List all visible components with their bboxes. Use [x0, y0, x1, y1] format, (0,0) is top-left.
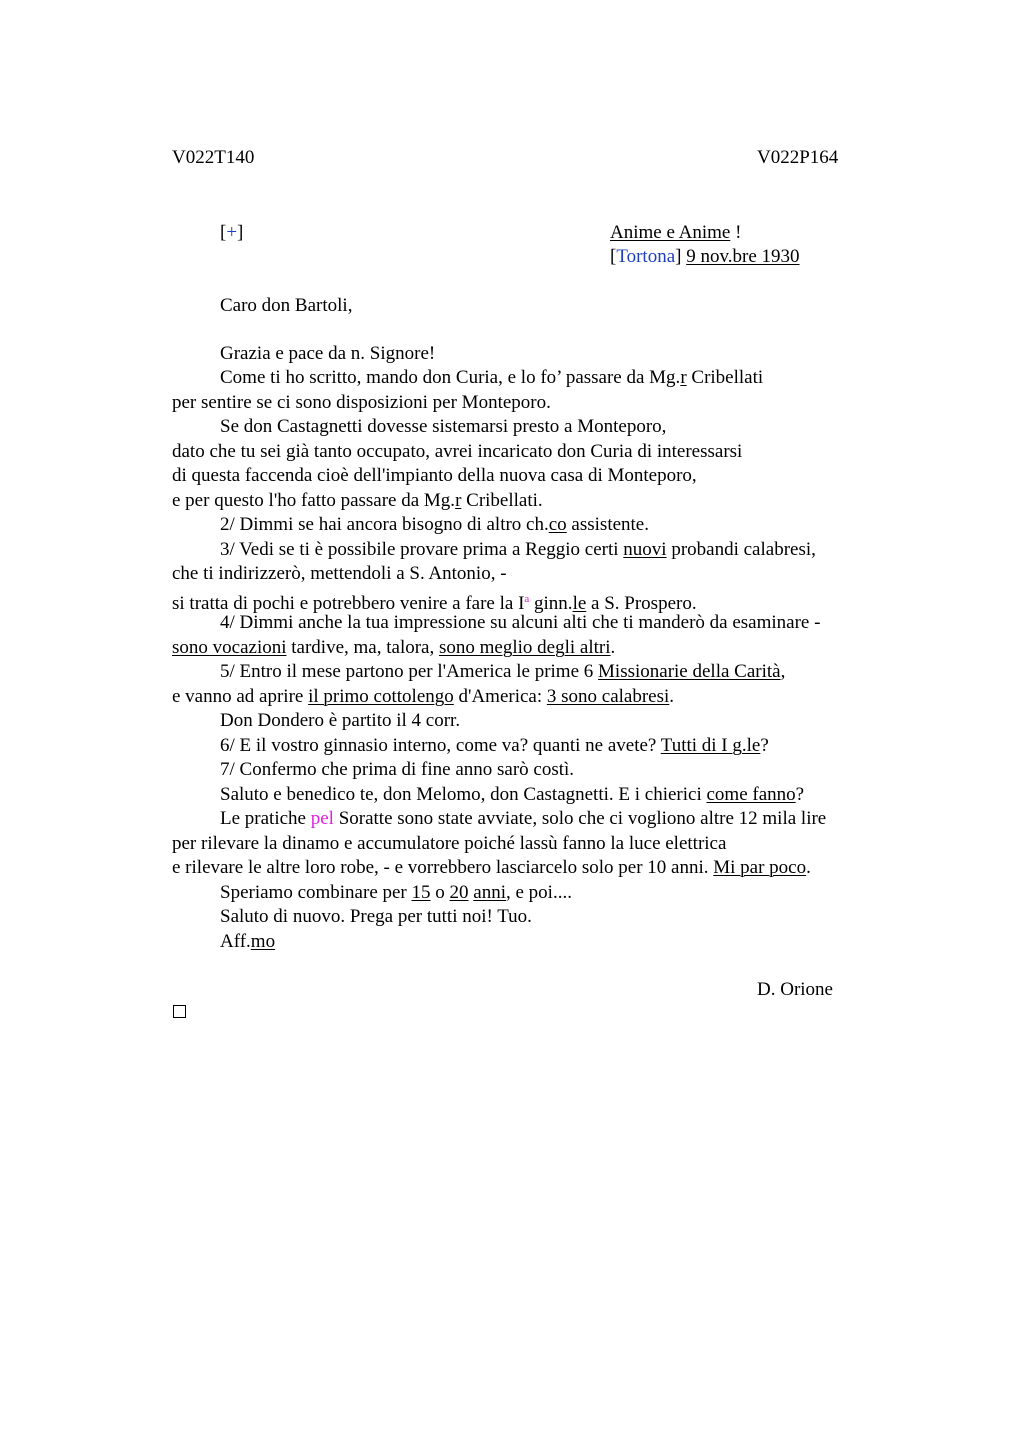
- letter-title: [610, 221, 741, 245]
- text-run: Saluto e benedico te, don Melomo, don Castagnetti. E i chierici: [220, 784, 707, 805]
- text-run: 3 sono calabresi: [546, 686, 670, 707]
- place-date: [610, 245, 800, 269]
- text-run: le: [572, 593, 587, 614]
- cross-mark: [220, 221, 243, 245]
- text-run: si tratta di pochi e potrebbero venire a fare la I: [172, 593, 525, 614]
- text-run: .: [669, 686, 675, 707]
- text-run: e vanno ad aprire: [172, 686, 309, 707]
- text-run: e rilevare le altre loro robe, - e vorrebbero lasciarcelo solo per 10 anni.: [172, 857, 714, 878]
- place-close: ]: [675, 246, 687, 267]
- text-run: Mi par poco: [713, 857, 807, 878]
- body-line: Grazia e pace da n. Signore!: [220, 343, 436, 364]
- header-right-code: V022P164: [757, 147, 839, 168]
- body-line: 7/ Confermo che prima di fine anno sarò costì.: [220, 759, 575, 780]
- text-run: 3/ Vedi se ti è possibile provare prima a Reggio certi: [220, 539, 624, 560]
- cross-symbol: +: [226, 222, 238, 243]
- body-line: [220, 881, 572, 905]
- title-text: Anime e Anime: [610, 222, 731, 243]
- text-run: tardive, ma, talora,: [286, 637, 439, 658]
- text-run: 20: [449, 882, 469, 903]
- text-run: ?: [795, 784, 805, 805]
- text-run: probandi calabresi,: [666, 539, 816, 560]
- end-mark-square-icon: [173, 1005, 186, 1018]
- text-run: o: [430, 882, 450, 903]
- place-name: Tortona: [616, 246, 676, 267]
- body-line: Don Dondero è partito il 4 corr.: [220, 710, 461, 731]
- text-run: 15: [411, 882, 431, 903]
- text-run: 6/ E il vostro ginnasio interno, come va? quanti ne avete?: [220, 735, 661, 756]
- body-line: Saluto di nuovo. Prega per tutti noi! Tuo.: [220, 906, 532, 927]
- text-run: sono vocazioni: [172, 637, 287, 658]
- text-run: Speriamo combinare per: [220, 882, 412, 903]
- text-run: Le pratiche: [220, 808, 311, 829]
- cross-close: ]: [237, 222, 244, 243]
- text-run: Tutti di I g.le: [660, 735, 761, 756]
- text-run: Aff.: [220, 931, 251, 952]
- text-run: Cribellati.: [461, 490, 543, 511]
- body-line: per rilevare la dinamo e accumulatore poiché lassù fanno la luce elettrica: [172, 833, 727, 854]
- text-run: 2/ Dimmi se hai ancora bisogno di altro ch.: [220, 514, 549, 535]
- body-line: [172, 636, 615, 660]
- text-run: ginn.: [529, 593, 573, 614]
- body-line: [220, 734, 769, 758]
- text-run: assistente.: [566, 514, 649, 535]
- letter-date: 9 nov.bre 1930: [686, 246, 800, 267]
- text-run: co: [548, 514, 567, 535]
- text-run: mo: [250, 931, 276, 952]
- text-run: r: [680, 367, 687, 388]
- text-run: nuovi: [623, 539, 667, 560]
- text-run: a S. Prospero.: [586, 593, 697, 614]
- body-line: 4/ Dimmi anche la tua impressione su alcuni alti che ti manderò da esaminare -: [220, 612, 821, 633]
- body-line: [220, 538, 816, 562]
- text-run: .: [610, 637, 616, 658]
- body-line: [172, 489, 543, 513]
- body-line: dato che tu sei già tanto occupato, avrei incaricato don Curia di interessarsi: [172, 441, 743, 462]
- cross-open: [: [220, 222, 227, 243]
- text-run: ,: [780, 661, 786, 682]
- text-run: come fanno: [706, 784, 796, 805]
- body-line: che ti indirizzerò, mettendoli a S. Antonio, -: [172, 563, 507, 584]
- text-run: Cribellati: [686, 367, 764, 388]
- text-run: Come ti ho scritto, mando don Curia, e lo fo’ passare da Mg.: [220, 367, 681, 388]
- text-run: e per questo l'ho fatto passare da Mg.: [172, 490, 456, 511]
- text-run: anni: [473, 882, 506, 903]
- body-line: [220, 930, 275, 954]
- body-line: di questa faccenda cioè dell'impianto della nuova casa di Monteporo,: [172, 465, 697, 486]
- place-open: [: [610, 246, 617, 267]
- superscript-a: a: [524, 593, 530, 605]
- text-run: 5/ Entro il mese partono per l'America le prime 6: [220, 661, 599, 682]
- text-run: r: [455, 490, 462, 511]
- body-line: [220, 660, 785, 684]
- text-run: Missionarie della Carità: [598, 661, 781, 682]
- body-line: [220, 807, 826, 831]
- text-run: d'America:: [453, 686, 547, 707]
- body-line: [220, 783, 804, 807]
- title-excl: !: [730, 222, 742, 243]
- text-run: pel: [310, 808, 334, 829]
- signature: D. Orione: [757, 979, 833, 1000]
- body-line: [172, 856, 811, 880]
- text-run: sono meglio degli altri: [438, 637, 611, 658]
- text-run: Soratte sono state avviate, solo che ci vogliono altre 12 mila lire: [333, 808, 827, 829]
- header-left-code: V022T140: [172, 147, 255, 168]
- body-line: [220, 513, 649, 537]
- text-run: , e poi....: [505, 882, 572, 903]
- body-line: [220, 366, 763, 390]
- body-line: [172, 685, 674, 709]
- text-run: il primo cottolengo: [308, 686, 454, 707]
- body-line: per sentire se ci sono disposizioni per Monteporo.: [172, 392, 551, 413]
- body-line: Se don Castagnetti dovesse sistemarsi presto a Monteporo,: [220, 416, 667, 437]
- text-run: .: [806, 857, 811, 878]
- text-run: ?: [760, 735, 769, 756]
- salutation: Caro don Bartoli,: [220, 295, 353, 316]
